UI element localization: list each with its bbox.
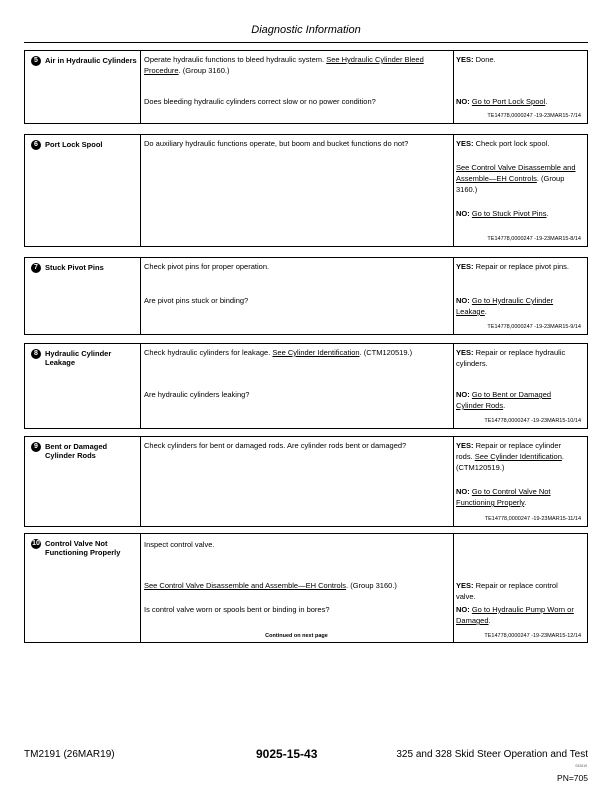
step-10 xyxy=(24,533,588,643)
no-result: NO: Go to Stuck Pivot Pins. xyxy=(456,209,549,218)
no-result: NO: Go to Hydraulic Cylinder Leakage. xyxy=(456,296,554,316)
step-question: Is control valve worn or spools bent or binding in bores? xyxy=(144,605,330,614)
step-title: Control Valve Not Functioning Properly xyxy=(45,539,121,557)
footer-manual-id: TM2191 (26MAR19) xyxy=(24,749,115,760)
yes-result: YES: Done. xyxy=(456,55,496,64)
step-7 xyxy=(24,257,588,335)
step-question: Does bleeding hydraulic cylinders correct slow or no power condition? xyxy=(144,97,376,106)
yes-reference: See Control Valve Disassemble and Assemble—EH Controls. (Group 3160.) xyxy=(456,163,576,194)
footer-page-number: 9025-15-43 xyxy=(256,747,318,761)
no-result: NO: Go to Bent or Damaged Cylinder Rods. xyxy=(456,390,552,410)
go-to-stuck-pivot-pins-link[interactable]: Go to Stuck Pivot Pins xyxy=(471,209,547,218)
step-number-badge: 7 xyxy=(31,263,41,273)
step-question: Are hydraulic cylinders leaking? xyxy=(144,390,250,399)
continued-note: Continued on next page xyxy=(265,633,328,639)
step-number-badge: 10 xyxy=(32,540,40,547)
header-rule xyxy=(24,42,588,43)
step-reference: See Control Valve Disassemble and Assemble—EH Controls. (Group 3160.) xyxy=(144,581,397,590)
yes-result: YES: Check port lock spool. xyxy=(456,139,550,148)
step-number-badge: 8 xyxy=(31,349,41,359)
step-action: Inspect control valve. xyxy=(144,540,215,549)
no-result: NO: Go to Port Lock Spool. xyxy=(456,97,548,106)
step-9 xyxy=(24,436,588,527)
go-to-control-valve-link[interactable]: Go to Control Valve Not Functioning Properly xyxy=(456,487,551,507)
yes-result: YES: Repair or replace pivot pins. xyxy=(456,262,569,271)
cylinder-identification-link[interactable]: See Cylinder Identification xyxy=(272,348,360,357)
reference-code: TE14778,0000247 -19-23MAR15-10/14 xyxy=(484,418,581,424)
reference-code: TE14778,0000247 -19-23MAR15-12/14 xyxy=(484,633,581,639)
control-valve-disassemble-link[interactable]: See Control Valve Disassemble and Assemble—EH Controls xyxy=(144,581,347,590)
step-8 xyxy=(24,343,588,429)
step-title: Bent or Damaged Cylinder Rods xyxy=(45,442,108,460)
go-to-hydraulic-cylinder-leakage-link[interactable]: Go to Hydraulic Cylinder Leakage xyxy=(456,296,554,316)
go-to-hydraulic-pump-link[interactable]: Go to Hydraulic Pump Worn or Damaged xyxy=(456,605,574,625)
step-title: Hydraulic Cylinder Leakage xyxy=(45,349,112,367)
step-question: Are pivot pins stuck or binding? xyxy=(144,296,249,305)
go-to-bent-or-damaged-cylinder-rods-link[interactable]: Go to Bent or Damaged Cylinder Rods xyxy=(456,390,552,410)
reference-code: TE14778,0000247 -19-23MAR15-9/14 xyxy=(487,324,581,330)
yes-result: YES: Repair or replace control valve. xyxy=(456,581,558,601)
step-action: Check pivot pins for proper operation. xyxy=(144,262,270,271)
footer-date-code: 032619 xyxy=(575,764,587,768)
cylinder-identification-link[interactable]: See Cylinder Identification xyxy=(474,452,562,461)
step-title: Stuck Pivot Pins xyxy=(45,263,104,272)
step-action: Check hydraulic cylinders for leakage. See Cylinder Identification. (CTM120519.) xyxy=(144,348,413,357)
footer-manual-title: 325 and 328 Skid Steer Operation and Test xyxy=(396,749,588,760)
page-title: Diagnostic Information xyxy=(251,24,361,36)
step-number-badge: 9 xyxy=(31,442,41,452)
yes-result: YES: Repair or replace cylinder rods. See Cylinder Identification. (CTM120519.) xyxy=(456,441,564,472)
control-valve-disassemble-link[interactable]: See Control Valve Disassemble and Assemble—EH Controls xyxy=(456,163,576,183)
step-action: Operate hydraulic functions to bleed hydraulic system. See Hydraulic Cylinder Bleed Procedure. (Group 3160.) xyxy=(144,55,424,75)
no-result: NO: Go to Control Valve Not Functioning Properly. xyxy=(456,487,551,507)
step-title: Air in Hydraulic Cylinders xyxy=(45,56,137,65)
reference-code: TE14778,0000247 -19-23MAR15-8/14 xyxy=(487,236,581,242)
step-question: Check cylinders for bent or damaged rods. Are cylinder rods bent or damaged? xyxy=(144,441,407,450)
step-question: Do auxiliary hydraulic functions operate, but boom and bucket functions do not? xyxy=(144,139,409,148)
step-5 xyxy=(24,50,588,124)
reference-code: TE14778,0000247 -19-23MAR15-7/14 xyxy=(487,113,581,119)
yes-result: YES: Repair or replace hydraulic cylinders. xyxy=(456,348,566,368)
go-to-port-lock-spool-link[interactable]: Go to Port Lock Spool xyxy=(471,97,546,106)
footer-pn: PN=705 xyxy=(557,773,588,783)
step-6 xyxy=(24,134,588,247)
reference-code: TE14778,0000247 -19-23MAR15-11/14 xyxy=(484,516,581,522)
step-title: Port Lock Spool xyxy=(45,140,103,149)
step-number-badge: 5 xyxy=(31,56,41,66)
cylinder-bleed-link[interactable]: See Hydraulic Cylinder Bleed Procedure xyxy=(144,55,424,75)
step-number-badge: 6 xyxy=(31,140,41,150)
no-result: NO: Go to Hydraulic Pump Worn or Damaged. xyxy=(456,605,574,625)
